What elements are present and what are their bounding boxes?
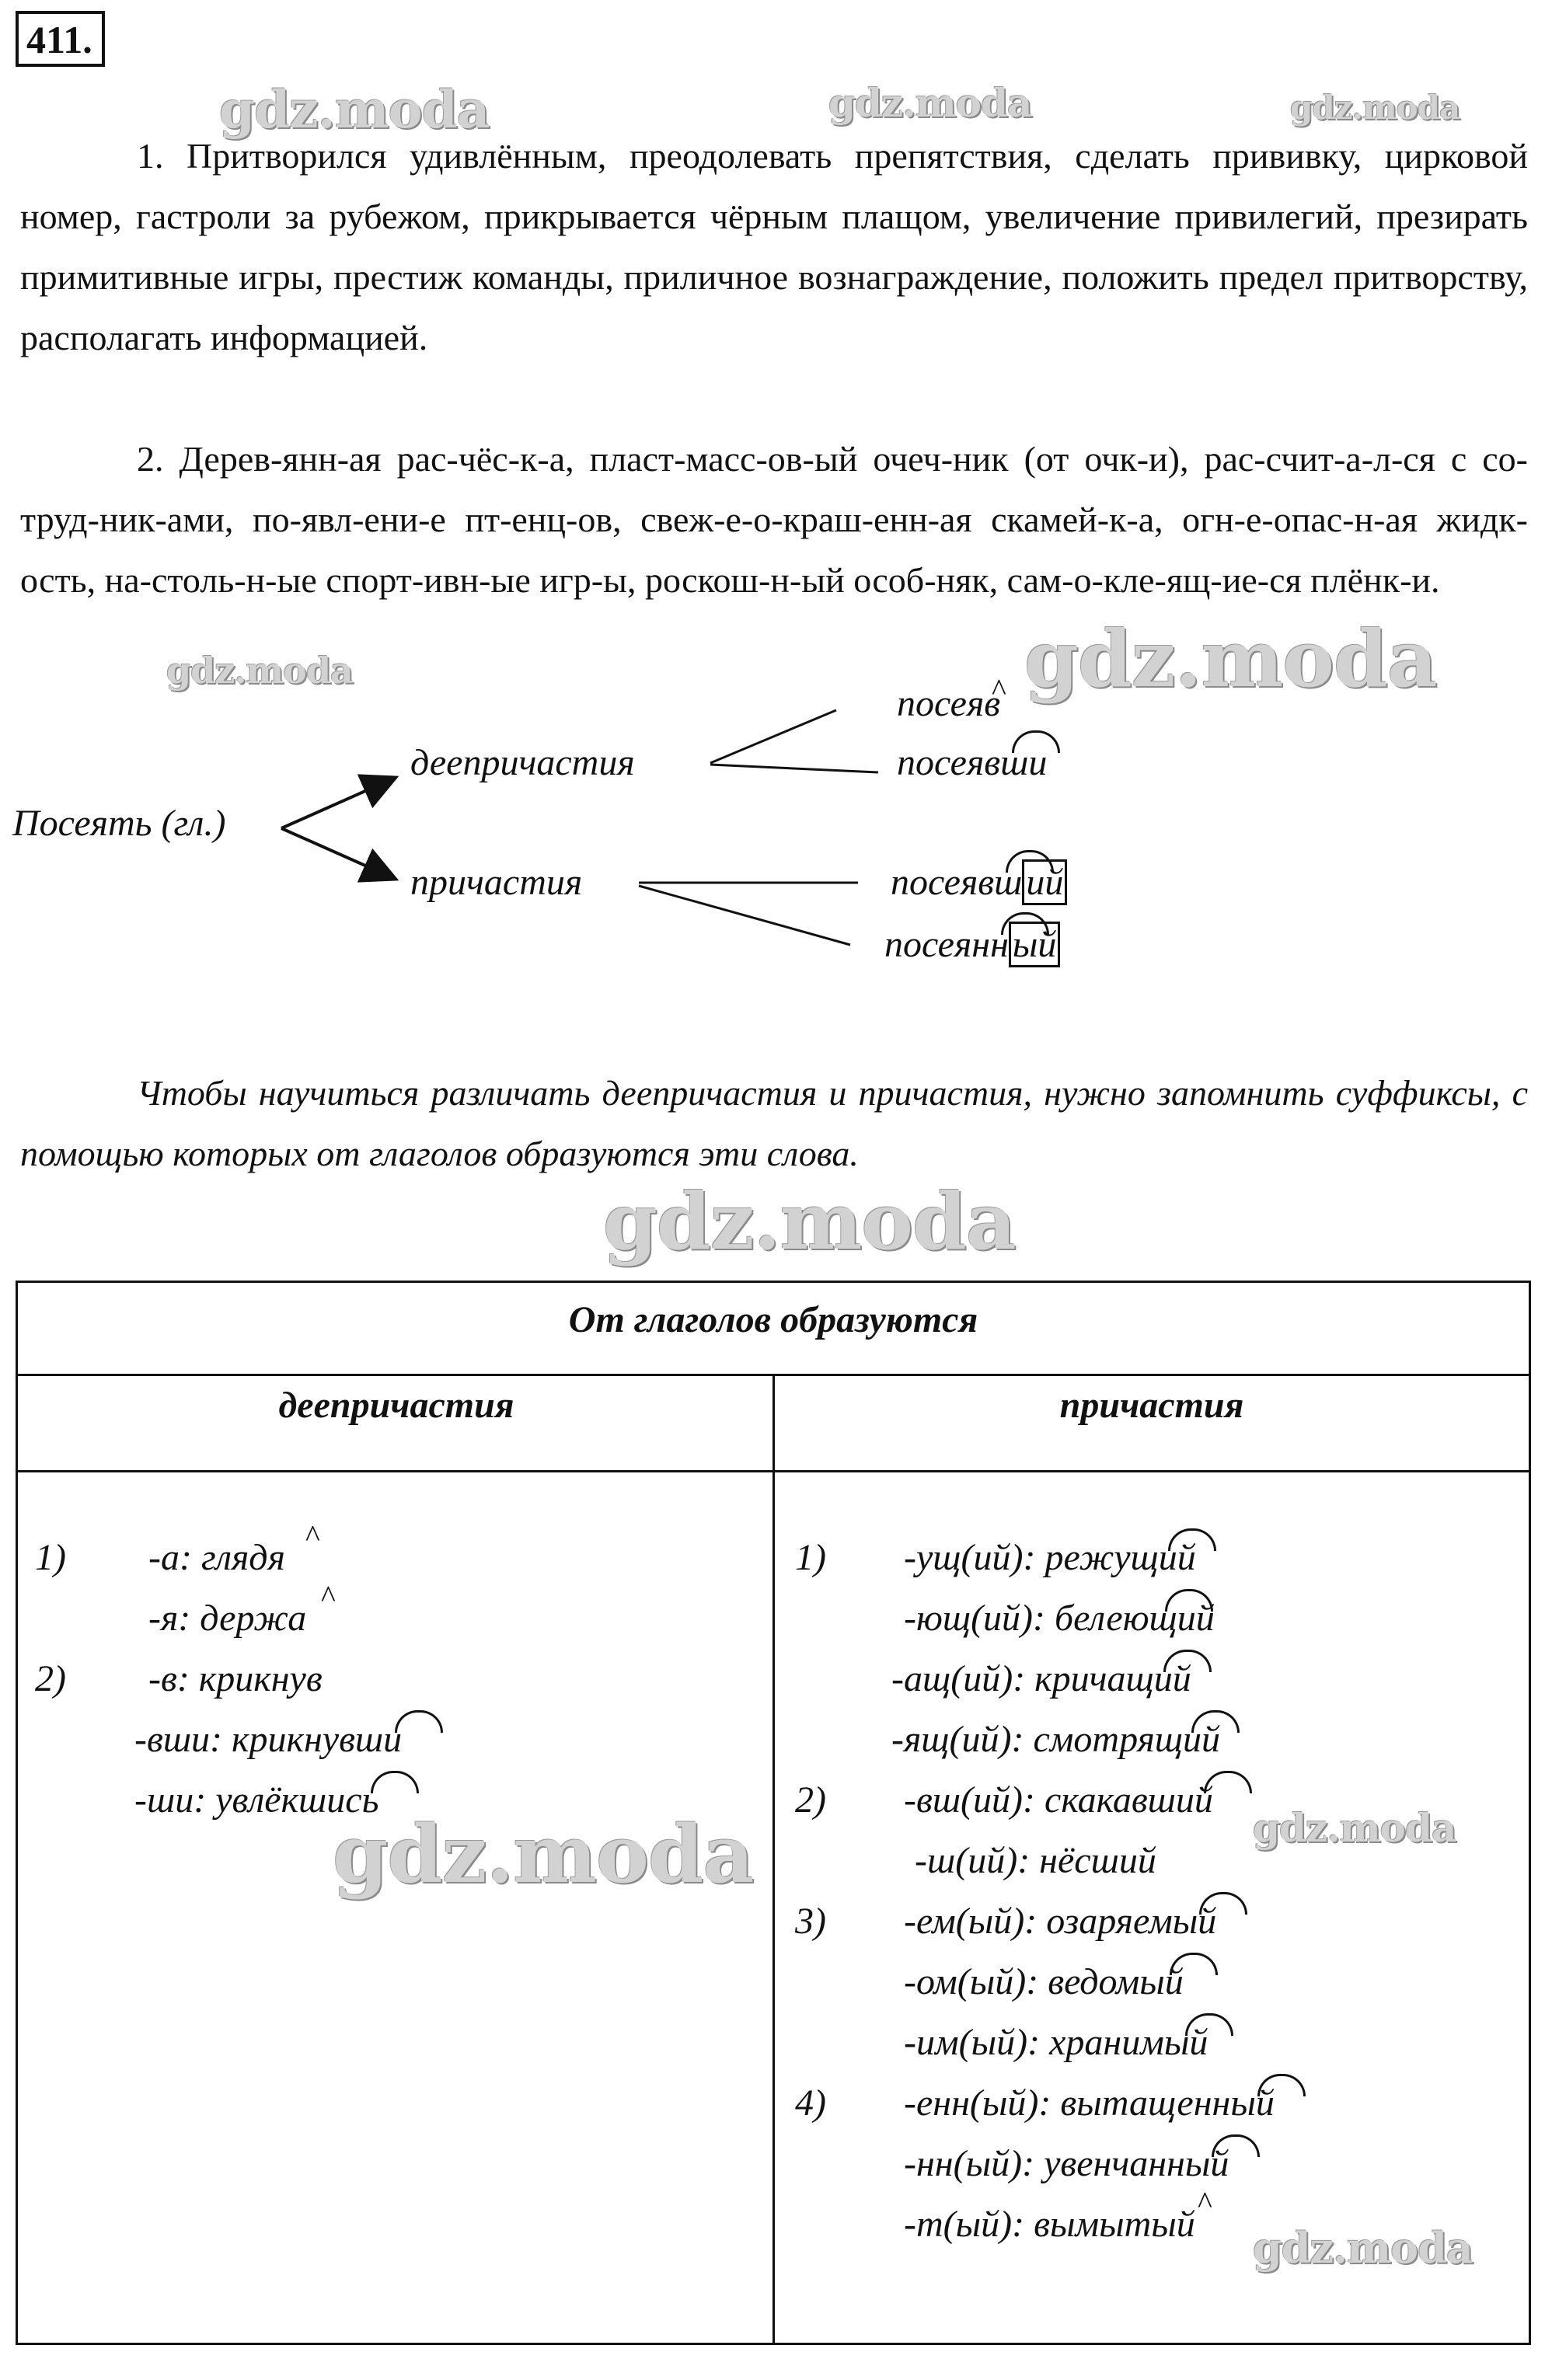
table-row: -им(ый): хранимый (904, 2022, 1208, 2063)
watermark: gdz.moda (1253, 1805, 1456, 1851)
watermark: gdz.moda (603, 1176, 1016, 1267)
table-row: -т(ый): вымытый (904, 2204, 1195, 2245)
gerund-column (18, 1376, 775, 2345)
word-formation-diagram (0, 0, 1545, 1033)
diagram-root: Посеять (гл.) (12, 803, 226, 844)
table-row: -вши: крикнувши (134, 1719, 403, 1760)
watermark: gdz.moda (219, 79, 490, 140)
table-row: -ящ(ий): смотрящий (891, 1719, 1220, 1760)
suffix-mark (1210, 2150, 1257, 2158)
watermark: gdz.moda (1253, 2223, 1473, 2273)
table-header-row (18, 1376, 1529, 1472)
leaf-3-ending-box: ий (1022, 859, 1067, 905)
table-row: -ущ(ий): режущий (904, 1537, 1196, 1578)
suffix-mark (1184, 2029, 1230, 2037)
list-number: 2) (795, 1779, 826, 1821)
suffix-mark (1168, 1968, 1215, 1976)
list-number: 1) (795, 1537, 826, 1578)
suffix-mark (1190, 1726, 1236, 1734)
arrow-to-participles (281, 828, 393, 878)
table-row: -ом(ый): ведомый (904, 1961, 1184, 2002)
line-to-leaf-1 (710, 710, 836, 763)
arrow-to-gerunds (281, 779, 393, 828)
table-row: -ащ(ий): кричащий (891, 1658, 1191, 1699)
line-to-leaf-4 (639, 886, 850, 945)
suffix-mark (993, 698, 1009, 706)
table-row: -ющ(ий): белеющий (904, 1598, 1215, 1639)
suffix-mark (307, 1544, 323, 1552)
watermark: gdz.moda (166, 650, 353, 692)
suffix-mark (1199, 2211, 1215, 2218)
paragraph-1-text: 1. Притворился удивлённым, преодолевать препятствия, сделать прививку, цирковой номер, гастроли за рубежом, прикрывается чёрным плащом, увеличение привилегий, презирать примитивные игры, престиж команды, приличное вознаграждение, положить предел притворству, располагать информацией. (20, 136, 1528, 357)
suffix-mark (1252, 2089, 1306, 2097)
diagram-leaf-1: посеяв (897, 683, 1001, 724)
suffix-mark (996, 866, 1058, 873)
watermark: gdz.moda (333, 1808, 754, 1901)
note-text: Чтобы научиться различать деепричастия и причастия, нужно запомнить суффиксы, с помощью которых от глаголов образуются эти слова. (20, 1073, 1528, 1173)
note-paragraph (20, 1063, 1528, 1184)
suffix-mark (1198, 1908, 1244, 1915)
suffix-table (16, 1281, 1531, 2345)
leaf-3-stem: посеявш (891, 862, 1023, 903)
table-row: -енн(ый): вытащенный (904, 2082, 1275, 2124)
column-header-gerunds: деепричастия (278, 1385, 514, 1426)
diagram-branch-gerunds: деепричастия (410, 742, 635, 783)
suffix-mark (1202, 1786, 1249, 1794)
table-row: -вш(ий): скакавший (904, 1779, 1213, 1821)
leaf-4-ending-box: ый (1009, 922, 1061, 967)
table-title: От глаголов образуются (568, 1299, 978, 1340)
suffix-mark (389, 1726, 444, 1734)
table-row: -ем(ый): озаряемый (904, 1901, 1217, 1942)
task-number: 411. (16, 11, 105, 67)
paragraph-2-text: 2. Дерев-янн-ая рас-чёс-к-а, пласт-масс-ов-ый очеч-ник (от очк-и), рас-счит-а-л-ся с со-труд-ник-ами, по-явл-ени-е пт-енц-ов, свеж-е-о-краш-енн-ая скамей-к-а, огн-е-опас-н-ая жидк-ость, на-столь-н-ые спорт-ивн-ые игр-ы, роскош-н-ый особ-няк, сам-о-кле-ящ-ие-ся плёнк-и. (20, 439, 1528, 600)
watermark: gdz.moda (1290, 89, 1460, 127)
watermark: gdz.moda (828, 80, 1032, 126)
suffix-mark (1167, 1544, 1213, 1552)
table-row: -в: крикнув (148, 1658, 323, 1699)
watermark: gdz.moda (1024, 613, 1437, 705)
diagram-leaf-2: посеявши (897, 742, 1048, 783)
table-row: -ши: увлёкшись (134, 1779, 379, 1821)
suffix-mark (323, 1605, 338, 1612)
suffix-mark (1163, 1605, 1210, 1612)
suffix-mark (1162, 1665, 1208, 1673)
list-number: 4) (795, 2082, 826, 2124)
leaf-4-stem: посеянн (884, 924, 1009, 965)
table-row: -ш(ий): нёсший (915, 1840, 1156, 1881)
diagram-branch-participles: причастия (410, 862, 583, 903)
suffix-mark (992, 928, 1054, 936)
suffix-mark (1003, 746, 1065, 754)
table-row: -нн(ый): увенчанный (904, 2143, 1229, 2184)
suffix-mark (369, 1786, 416, 1794)
table-row: -а: глядя (148, 1537, 285, 1578)
list-number: 1) (35, 1537, 66, 1578)
column-header-participles: причастия (1059, 1385, 1244, 1426)
table-row: -я: держа (148, 1598, 307, 1639)
table-title-cell (18, 1283, 1529, 1376)
line-to-leaf-2 (710, 765, 878, 772)
list-number: 2) (35, 1658, 66, 1699)
list-number: 3) (795, 1901, 826, 1942)
